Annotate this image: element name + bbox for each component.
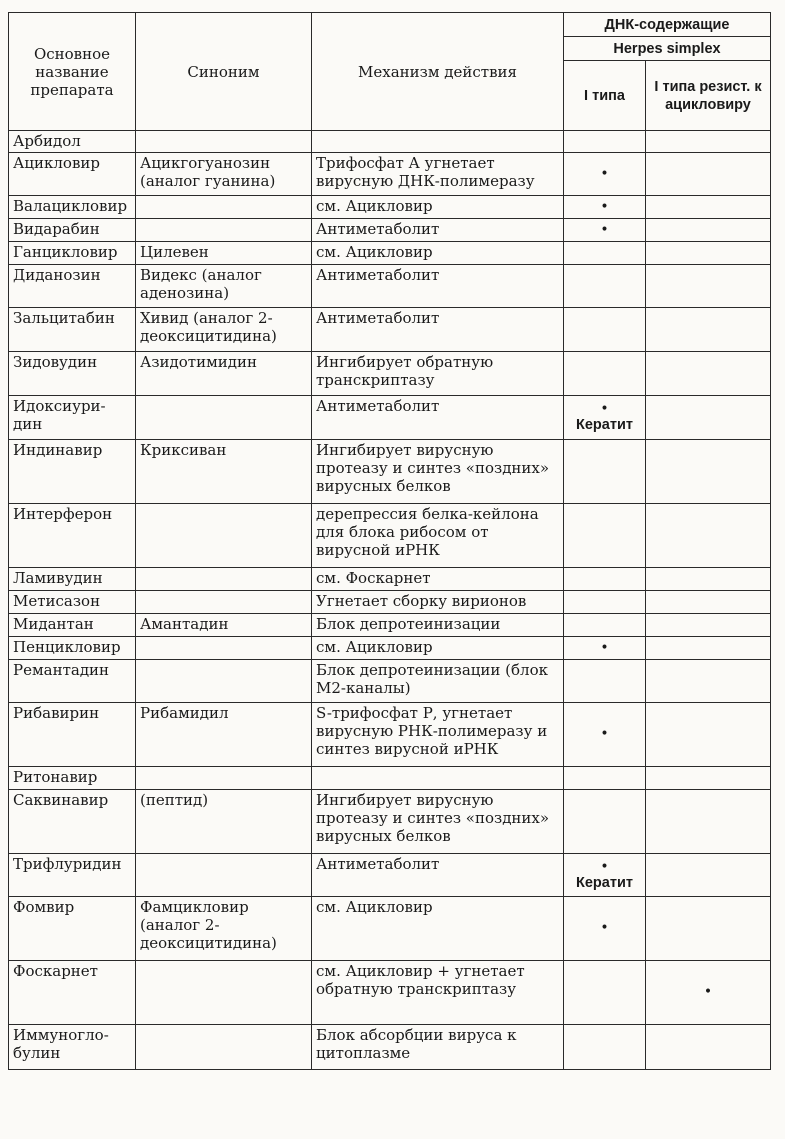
synonym-cell: Азидотимидин [136,352,312,396]
type1-cell [564,767,646,790]
mechanism-cell [312,767,564,790]
type1-resistant-cell [646,591,771,614]
type1-cell [564,660,646,703]
type1-cell [564,961,646,1025]
synonym-cell: (пептид) [136,790,312,854]
type1-resistant-cell [646,396,771,440]
mechanism-cell: см. Ацикловир + угнетает обратную транскриптазу [312,961,564,1025]
table-row [9,196,771,219]
synonym-cell [136,219,312,242]
mechanism-cell: Угнетает сборку вирионов [312,591,564,614]
type1-cell [564,242,646,265]
type1-cell [564,614,646,637]
drug-name-cell: Мидантан [9,614,136,637]
header-herpes-simplex: Herpes simplex [564,37,771,61]
type1-resistant-cell [646,352,771,396]
synonym-cell [136,196,312,219]
type1-resistant-cell [646,767,771,790]
type1-resistant-cell [646,219,771,242]
type1-cell [564,854,646,897]
mechanism-cell: Блок абсорбции вируса к цитоплазме [312,1025,564,1070]
table-row [9,568,771,591]
synonym-cell: Амантадин [136,614,312,637]
type1-resistant-cell [646,703,771,767]
table-body [9,131,771,1070]
table-row [9,219,771,242]
drug-name-cell: Ремантадин [9,660,136,703]
type1-cell [564,219,646,242]
table-row [9,504,771,568]
synonym-cell [136,1025,312,1070]
mechanism-cell: см. Ацикловир [312,242,564,265]
type1-resistant-cell [646,153,771,196]
synonym-cell [136,504,312,568]
marker-dot: • [600,858,609,875]
type1-resistant-cell [646,854,771,897]
table-row [9,308,771,352]
marker-dot: • [600,726,609,742]
type1-cell [564,265,646,308]
mechanism-cell: Ингибирует обратную транскриптазу [312,352,564,396]
header-synonym: Синоним [136,13,312,131]
drug-name-cell: Диданозин [9,265,136,308]
type1-resistant-cell [646,790,771,854]
type1-resistant-cell [646,637,771,660]
table-row [9,614,771,637]
marker-dot: • [600,198,609,215]
type1-resistant-cell [646,265,771,308]
type1-cell [564,504,646,568]
type1-cell [564,308,646,352]
table-row [9,854,771,897]
keratitis-note: Кератит [576,874,633,891]
drug-name-cell: Рибавирин [9,703,136,767]
mechanism-cell: дерепрессия белка-кейлона для блока рибосом от вирусной иРНК [312,504,564,568]
table-row [9,961,771,1025]
synonym-cell [136,131,312,153]
type1-cell [564,153,646,196]
mechanism-cell [312,131,564,153]
drug-name-cell: Арбидол [9,131,136,153]
type1-resistant-cell [646,660,771,703]
marker-dot: • [600,920,609,936]
header-type1: I типа [564,61,646,131]
drug-name-cell: Зидовудин [9,352,136,396]
synonym-cell: Видекс (аналог аденозина) [136,265,312,308]
mechanism-cell: Антиметаболит [312,396,564,440]
header-type1-resistant: I типа резист. к ацикловиру [646,61,771,131]
table-row [9,591,771,614]
marker-dot: • [600,401,609,417]
table-row [9,660,771,703]
synonym-cell: Ацикгогуанозин (аналог гуанина) [136,153,312,196]
drug-name-cell: Ганцикловир [9,242,136,265]
type1-resistant-cell [646,1025,771,1070]
synonym-cell: Фамцикловир (аналог 2-деоксицитидина) [136,897,312,961]
type1-cell [564,352,646,396]
drug-name-cell: Ламивудин [9,568,136,591]
type1-cell [564,790,646,854]
mechanism-cell: Антиметаболит [312,219,564,242]
mechanism-cell: Ингибирует вирусную протеазу и синтез «поздних» вирусных белков [312,790,564,854]
table-row [9,153,771,196]
type1-resistant-cell [646,131,771,153]
synonym-cell [136,854,312,897]
synonym-cell [136,637,312,660]
type1-cell [564,568,646,591]
type1-resistant-cell [646,568,771,591]
drug-name-cell: Ритонавир [9,767,136,790]
type1-resistant-cell [646,308,771,352]
marker-dot: • [600,221,609,238]
type1-cell [564,131,646,153]
type1-cell [564,703,646,767]
table-row [9,1025,771,1070]
type1-cell [564,196,646,219]
mechanism-cell: см. Ацикловир [312,196,564,219]
type1-resistant-cell [646,614,771,637]
mechanism-cell: см. Ацикловир [312,637,564,660]
table-row [9,265,771,308]
type1-resistant-cell [646,242,771,265]
synonym-cell: Рибамидил [136,703,312,767]
table-row [9,396,771,440]
drug-name-cell: Идоксиури-дин [9,396,136,440]
synonym-cell [136,396,312,440]
table-row [9,637,771,660]
synonym-cell [136,961,312,1025]
mechanism-cell: Ингибирует вирусную протеазу и синтез «поздних» вирусных белков [312,440,564,504]
drug-name-cell: Зальцитабин [9,308,136,352]
drug-name-cell: Фомвир [9,897,136,961]
header-dna-group: ДНК-содержащие [564,13,771,37]
mechanism-cell: Блок депротеинизации (блок М2-каналы) [312,660,564,703]
drug-name-cell: Пенцикловир [9,637,136,660]
synonym-cell: Цилевен [136,242,312,265]
keratitis-note: Кератит [576,417,633,433]
synonym-cell [136,568,312,591]
table-row [9,131,771,153]
drug-name-cell: Фоскарнет [9,961,136,1025]
header-name: Основное название препарата [9,13,136,131]
mechanism-cell: Блок депротеинизации [312,614,564,637]
drug-name-cell: Видарабин [9,219,136,242]
type1-resistant-cell [646,504,771,568]
drug-name-cell: Валацикловир [9,196,136,219]
type1-resistant-cell [646,961,771,1025]
type1-resistant-cell [646,196,771,219]
mechanism-cell: Антиметаболит [312,308,564,352]
table-row [9,703,771,767]
synonym-cell [136,660,312,703]
type1-cell [564,897,646,961]
synonym-cell: Хивид (аналог 2-деоксицитидина) [136,308,312,352]
mechanism-cell: Трифосфат А угнетает вирусную ДНК-полимеразу [312,153,564,196]
type1-cell [564,1025,646,1070]
table-row [9,767,771,790]
synonym-cell [136,591,312,614]
type1-resistant-cell [646,440,771,504]
table-row [9,897,771,961]
table-row [9,352,771,396]
synonym-cell [136,767,312,790]
marker-dot: • [600,639,609,656]
drug-name-cell: Ацикловир [9,153,136,196]
drug-name-cell: Интерферон [9,504,136,568]
synonym-cell: Криксиван [136,440,312,504]
mechanism-cell: см. Ацикловир [312,897,564,961]
mechanism-cell: Антиметаболит [312,854,564,897]
mechanism-cell: S-трифосфат Р, угнетает вирусную РНК-полимеразу и синтез вирусной иРНК [312,703,564,767]
type1-cell [564,396,646,440]
mechanism-cell: Антиметаболит [312,265,564,308]
drug-name-cell: Метисазон [9,591,136,614]
table-row [9,242,771,265]
drug-name-cell: Саквинавир [9,790,136,854]
type1-cell [564,591,646,614]
mechanism-cell: см. Фоскарнет [312,568,564,591]
type1-cell [564,637,646,660]
table-row [9,440,771,504]
table-row [9,790,771,854]
marker-dot: • [703,984,713,1000]
type1-resistant-cell [646,897,771,961]
marker-dot: • [600,165,609,182]
drug-name-cell: Индинавир [9,440,136,504]
header-mechanism: Механизм действия [312,13,564,131]
drug-name-cell: Трифлуридин [9,854,136,897]
type1-cell [564,440,646,504]
drug-name-cell: Иммуногло-булин [9,1025,136,1070]
antiviral-drugs-table [8,12,771,1070]
